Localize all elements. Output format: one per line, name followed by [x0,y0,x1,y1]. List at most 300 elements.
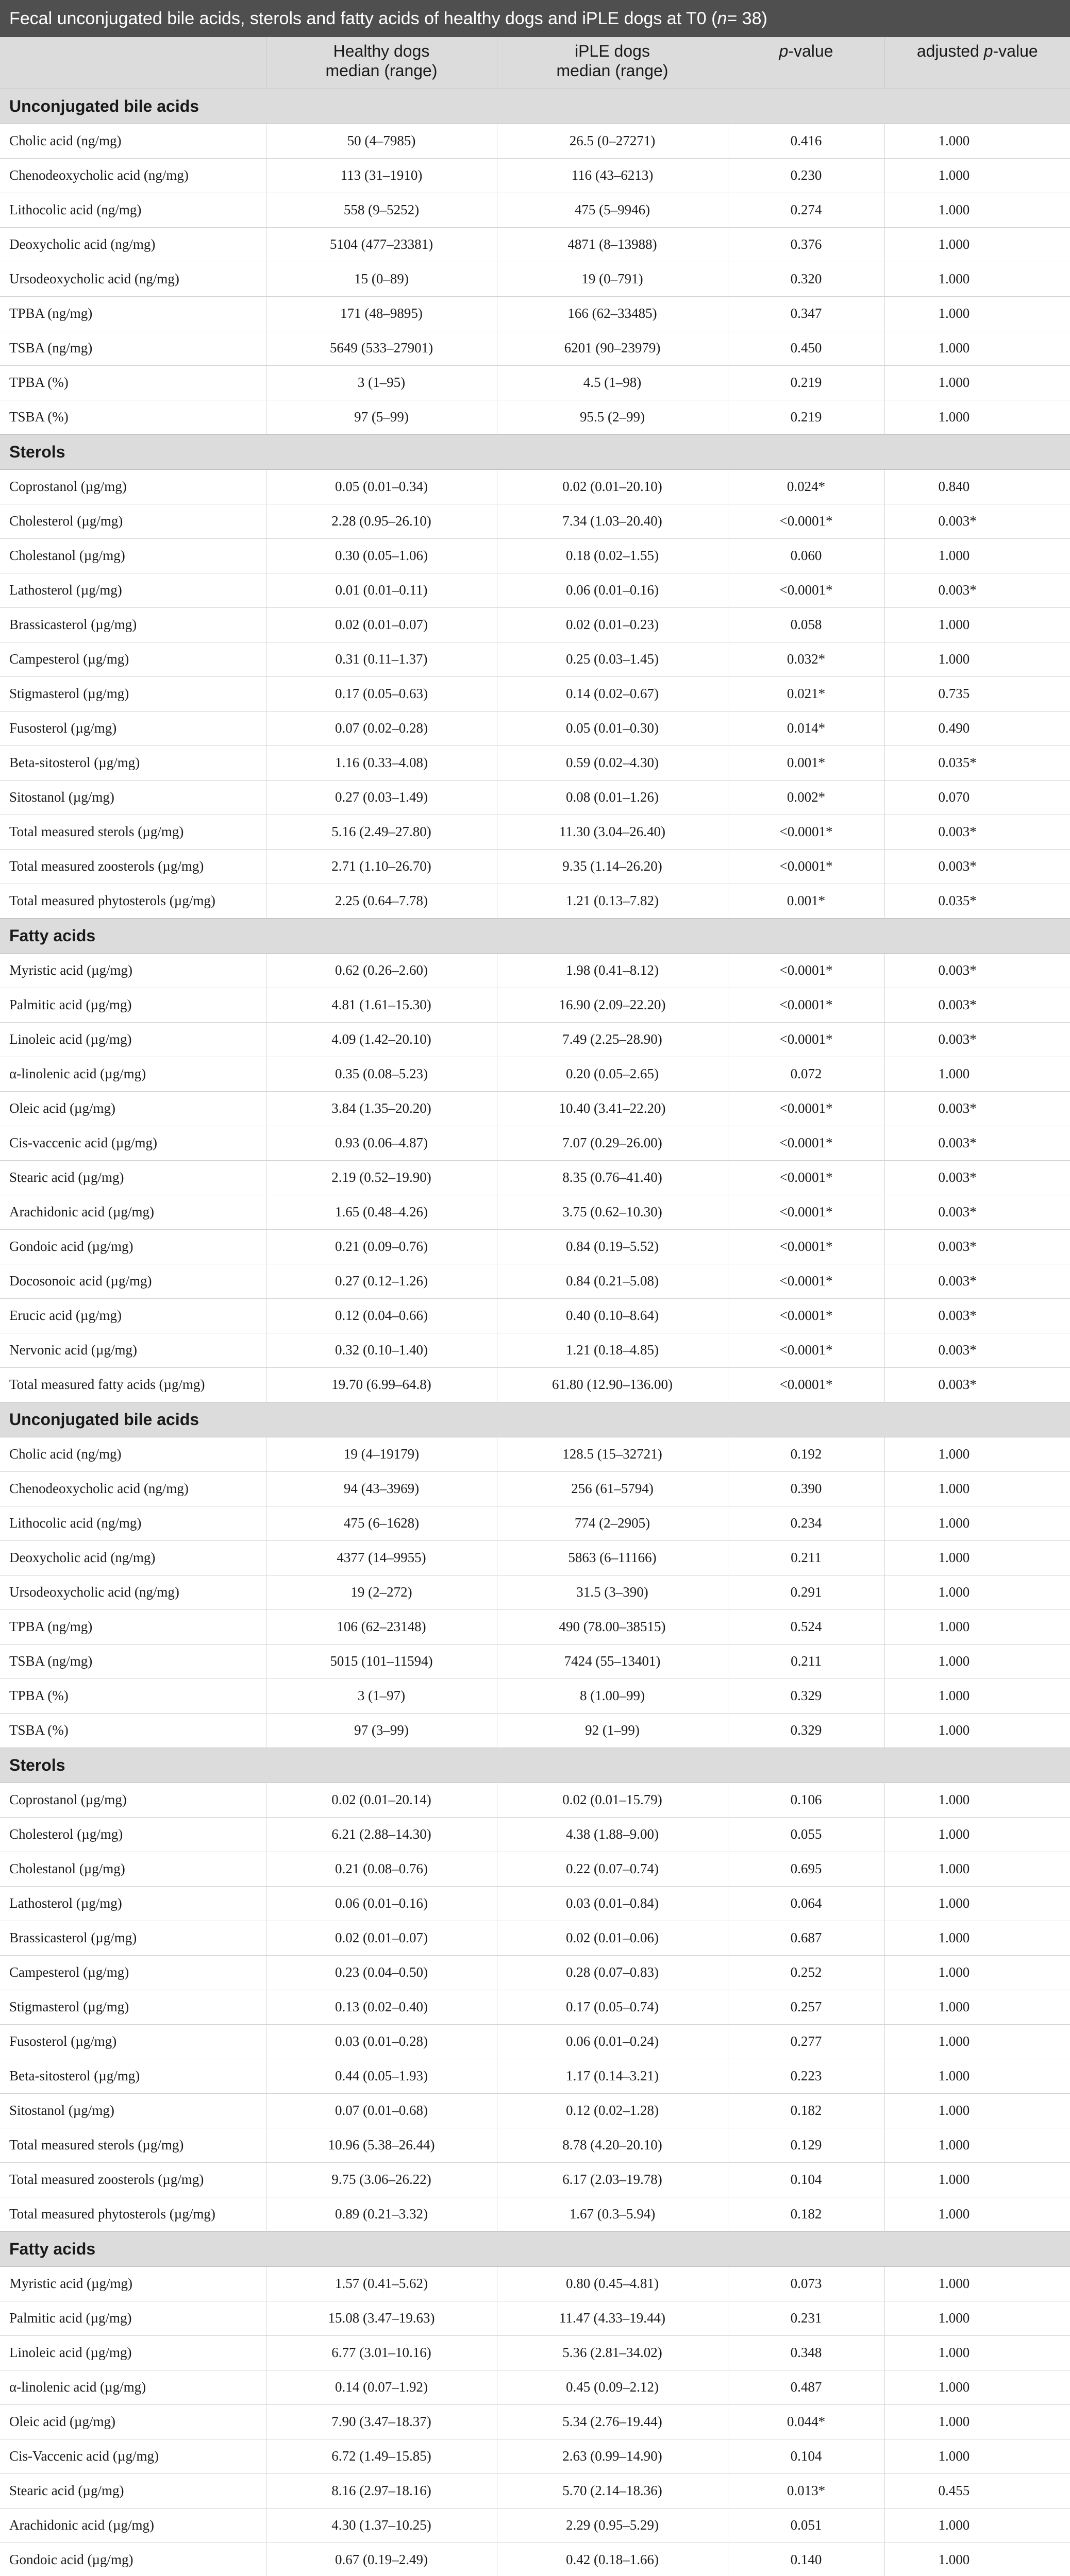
iple-median-cell: 4.5 (1–98) [497,365,728,400]
table-row [0,2404,1070,2439]
parameter-cell: Deoxycholic acid (ng/mg) [0,1540,266,1575]
iple-median-cell: 4.38 (1.88–9.00) [497,1817,728,1852]
table-row [0,365,1070,400]
p-value-cell: 0.024* [728,469,884,504]
parameter-cell: Campesterol (µg/mg) [0,642,266,676]
section-title: Fatty acids [0,918,1070,953]
iple-median-cell: 0.12 (0.02–1.28) [497,2093,728,2128]
p-value-cell: <0.0001* [728,1091,884,1126]
adjusted-p-value-cell: 1.000 [884,2508,1070,2543]
parameter-cell: Sitostanol (µg/mg) [0,780,266,815]
parameter-cell: Total measured fatty acids (µg/mg) [0,1367,266,1402]
iple-median-cell: 7.49 (2.25–28.90) [497,1022,728,1057]
adjusted-p-value-cell: 0.003* [884,1333,1070,1367]
healthy-median-cell: 4.09 (1.42–20.10) [266,1022,497,1057]
adjusted-p-value-cell: 1.000 [884,1057,1070,1091]
p-value-cell: 0.182 [728,2197,884,2231]
table-row [0,2266,1070,2301]
healthy-median-cell: 0.12 (0.04–0.66) [266,1298,497,1333]
table-row [0,1955,1070,1990]
parameter-cell: TPBA (ng/mg) [0,296,266,331]
iple-median-cell: 5.70 (2.14–18.36) [497,2473,728,2508]
healthy-median-cell: 4.81 (1.61–15.30) [266,988,497,1022]
p-value-cell: 0.055 [728,1817,884,1852]
table-row [0,2197,1070,2231]
p-value-cell: 0.390 [728,1471,884,1506]
p-value-cell: <0.0001* [728,953,884,988]
healthy-median-cell: 2.19 (0.52–19.90) [266,1160,497,1195]
adjusted-p-value-cell: 1.000 [884,124,1070,158]
healthy-median-cell: 0.13 (0.02–0.40) [266,1990,497,2024]
adjusted-p-value-cell: 1.000 [884,1713,1070,1748]
adjusted-p-value-cell: 1.000 [884,2162,1070,2197]
adjusted-p-value-cell: 0.003* [884,1022,1070,1057]
parameter-cell: Coprostanol (µg/mg) [0,1783,266,1817]
adjusted-p-value-cell: 1.000 [884,1921,1070,1955]
section-title: Sterols [0,434,1070,469]
parameter-cell: Stearic acid (µg/mg) [0,1160,266,1195]
header-iple-line2: median (range) [556,61,668,80]
parameter-cell: Deoxycholic acid (ng/mg) [0,227,266,262]
adjusted-p-value-cell: 1.000 [884,193,1070,227]
parameter-cell: Gondoic acid (µg/mg) [0,1229,266,1264]
table-row [0,158,1070,193]
table-row [0,124,1070,158]
iple-median-cell: 2.29 (0.95–5.29) [497,2508,728,2543]
adjusted-p-value-cell: 1.000 [884,2266,1070,2301]
table-row [0,1367,1070,1402]
iple-median-cell: 5.34 (2.76–19.44) [497,2404,728,2439]
iple-median-cell: 8 (1.00–99) [497,1679,728,1713]
table-body [0,89,1070,2576]
iple-median-cell: 0.02 (0.01–15.79) [497,1783,728,1817]
iple-median-cell: 0.08 (0.01–1.26) [497,780,728,815]
section-title: Unconjugated bile acids [0,1402,1070,1437]
table-row [0,2162,1070,2197]
healthy-median-cell: 3 (1–95) [266,365,497,400]
p-value-cell: 0.252 [728,1955,884,1990]
table-row [0,262,1070,296]
parameter-cell: Cholesterol (µg/mg) [0,1817,266,1852]
healthy-median-cell: 6.77 (3.01–10.16) [266,2335,497,2370]
adjusted-p-value-cell: 1.000 [884,2093,1070,2128]
healthy-median-cell: 4.30 (1.37–10.25) [266,2508,497,2543]
iple-median-cell: 490 (78.00–38515) [497,1609,728,1644]
healthy-median-cell: 0.03 (0.01–0.28) [266,2024,497,2059]
p-value-cell: <0.0001* [728,849,884,884]
healthy-median-cell: 97 (5–99) [266,400,497,434]
healthy-median-cell: 2.25 (0.64–7.78) [266,884,497,918]
parameter-cell: Oleic acid (µg/mg) [0,1091,266,1126]
parameter-cell: Beta-sitosterol (µg/mg) [0,2059,266,2093]
table-row [0,1921,1070,1955]
iple-median-cell: 31.5 (3–390) [497,1575,728,1609]
healthy-median-cell: 7.90 (3.47–18.37) [266,2404,497,2439]
adjusted-p-value-cell: 1.000 [884,1679,1070,1713]
parameter-cell: Nervonic acid (µg/mg) [0,1333,266,1367]
healthy-median-cell: 0.62 (0.26–2.60) [266,953,497,988]
table-row [0,1990,1070,2024]
p-value-cell: 0.257 [728,1990,884,2024]
parameter-cell: Coprostanol (µg/mg) [0,469,266,504]
p-value-cell: <0.0001* [728,1367,884,1402]
iple-median-cell: 1.21 (0.18–4.85) [497,1333,728,1367]
iple-median-cell: 95.5 (2–99) [497,400,728,434]
table-row [0,1057,1070,1091]
parameter-cell: Palmitic acid (µg/mg) [0,988,266,1022]
healthy-median-cell: 5649 (533–27901) [266,331,497,365]
iple-median-cell: 0.05 (0.01–0.30) [497,711,728,745]
parameter-cell: α-linolenic acid (µg/mg) [0,1057,266,1091]
table-row [0,193,1070,227]
iple-median-cell: 1.67 (0.3–5.94) [497,2197,728,2231]
p-value-cell: 0.450 [728,331,884,365]
table-row [0,1471,1070,1506]
iple-median-cell: 9.35 (1.14–26.20) [497,849,728,884]
healthy-median-cell: 0.93 (0.06–4.87) [266,1126,497,1160]
adjusted-p-value-cell: 0.003* [884,988,1070,1022]
healthy-median-cell: 9.75 (3.06–26.22) [266,2162,497,2197]
iple-median-cell: 7.07 (0.29–26.00) [497,1126,728,1160]
healthy-median-cell: 106 (62–23148) [266,1609,497,1644]
parameter-cell: Ursodeoxycholic acid (ng/mg) [0,1575,266,1609]
healthy-median-cell: 5104 (477–23381) [266,227,497,262]
table-row [0,2093,1070,2128]
table-row [0,1126,1070,1160]
table-row [0,2370,1070,2404]
adjusted-p-value-cell: 0.003* [884,504,1070,538]
iple-median-cell: 0.02 (0.01–0.06) [497,1921,728,1955]
p-value-cell: <0.0001* [728,1160,884,1195]
parameter-cell: Brassicasterol (µg/mg) [0,607,266,642]
parameter-cell: TPBA (%) [0,1679,266,1713]
header-healthy-line2: median (range) [325,61,438,80]
parameter-cell: Fusosterol (µg/mg) [0,711,266,745]
p-value-cell: 0.001* [728,884,884,918]
table-row [0,1713,1070,1748]
adjusted-p-value-cell: 1.000 [884,1540,1070,1575]
parameter-cell: Cholic acid (ng/mg) [0,124,266,158]
adjusted-p-value-cell: 1.000 [884,1644,1070,1679]
table-row [0,1575,1070,1609]
parameter-cell: Sitostanol (µg/mg) [0,2093,266,2128]
healthy-median-cell: 5015 (101–11594) [266,1644,497,1679]
healthy-median-cell: 0.17 (0.05–0.63) [266,676,497,711]
p-value-cell: 0.524 [728,1609,884,1644]
iple-median-cell: 0.84 (0.19–5.52) [497,1229,728,1264]
section-row [0,89,1070,124]
adjusted-p-value-cell: 1.000 [884,2301,1070,2335]
healthy-median-cell: 6.72 (1.49–15.85) [266,2439,497,2473]
parameter-cell: Linoleic acid (µg/mg) [0,2335,266,2370]
section-row [0,434,1070,469]
adjusted-p-value-cell: 0.003* [884,573,1070,607]
header-adj-rest: -value [993,42,1038,60]
p-value-cell: 0.129 [728,2128,884,2162]
adjusted-p-value-cell: 1.000 [884,538,1070,573]
p-value-cell: 0.192 [728,1437,884,1471]
p-value-cell: 0.348 [728,2335,884,2370]
healthy-median-cell: 15.08 (3.47–19.63) [266,2301,497,2335]
iple-median-cell: 2.63 (0.99–14.90) [497,2439,728,2473]
table-row [0,1540,1070,1575]
p-value-cell: 0.044* [728,2404,884,2439]
section-title: Fatty acids [0,2231,1070,2266]
healthy-median-cell: 4377 (14–9955) [266,1540,497,1575]
table-row [0,1229,1070,1264]
data-table [0,37,1070,2576]
adjusted-p-value-cell: 1.000 [884,1609,1070,1644]
p-value-cell: 0.106 [728,1783,884,1817]
iple-median-cell: 0.06 (0.01–0.24) [497,2024,728,2059]
parameter-cell: Cholestanol (µg/mg) [0,1852,266,1886]
p-value-cell: 0.211 [728,1540,884,1575]
header-adj-prefix: adjusted [916,42,984,60]
healthy-median-cell: 0.30 (0.05–1.06) [266,538,497,573]
parameter-cell: Fusosterol (µg/mg) [0,2024,266,2059]
p-value-cell: 0.182 [728,2093,884,2128]
header-adjusted-p-value [884,37,1070,89]
p-value-cell: <0.0001* [728,573,884,607]
header-p-symbol: p [779,42,789,60]
table-row [0,676,1070,711]
parameter-cell: Lithocolic acid (ng/mg) [0,193,266,227]
iple-median-cell: 11.47 (4.33–19.44) [497,2301,728,2335]
header-iple-line1: iPLE dogs [575,42,650,60]
table-row [0,815,1070,849]
adjusted-p-value-cell: 1.000 [884,1852,1070,1886]
parameter-cell: Docosonoic acid (µg/mg) [0,1264,266,1298]
p-value-cell: 0.291 [728,1575,884,1609]
parameter-cell: Myristic acid (µg/mg) [0,953,266,988]
adjusted-p-value-cell: 0.070 [884,780,1070,815]
healthy-median-cell: 0.27 (0.12–1.26) [266,1264,497,1298]
table-row [0,1091,1070,1126]
healthy-median-cell: 0.07 (0.01–0.68) [266,2093,497,2128]
p-value-cell: 0.234 [728,1506,884,1540]
healthy-median-cell: 0.21 (0.08–0.76) [266,1852,497,1886]
p-value-cell: 0.274 [728,193,884,227]
parameter-cell: Cis-vaccenic acid (µg/mg) [0,1126,266,1160]
adjusted-p-value-cell: 1.000 [884,1506,1070,1540]
table-row [0,711,1070,745]
adjusted-p-value-cell: 1.000 [884,1471,1070,1506]
parameter-cell: Arachidonic acid (µg/mg) [0,2508,266,2543]
table-row [0,1783,1070,1817]
parameter-cell: TPBA (ng/mg) [0,1609,266,1644]
parameter-cell: Total measured sterols (µg/mg) [0,2128,266,2162]
healthy-median-cell: 3.84 (1.35–20.20) [266,1091,497,1126]
healthy-median-cell: 5.16 (2.49–27.80) [266,815,497,849]
table-row [0,2508,1070,2543]
healthy-median-cell: 171 (48–9895) [266,296,497,331]
iple-median-cell: 3.75 (0.62–10.30) [497,1195,728,1229]
table-row [0,1644,1070,1679]
parameter-cell: Oleic acid (µg/mg) [0,2404,266,2439]
p-value-cell: 0.230 [728,158,884,193]
iple-median-cell: 7424 (55–13401) [497,1644,728,1679]
table-row [0,2543,1070,2576]
adjusted-p-value-cell: 1.000 [884,296,1070,331]
adjusted-p-value-cell: 1.000 [884,2197,1070,2231]
adjusted-p-value-cell: 1.000 [884,365,1070,400]
iple-median-cell: 0.06 (0.01–0.16) [497,573,728,607]
p-value-cell: 0.329 [728,1679,884,1713]
adjusted-p-value-cell: 1.000 [884,1783,1070,1817]
adjusted-p-value-cell: 1.000 [884,607,1070,642]
parameter-cell: Cis-Vaccenic acid (µg/mg) [0,2439,266,2473]
table-row [0,2335,1070,2370]
adjusted-p-value-cell: 1.000 [884,642,1070,676]
table-row [0,469,1070,504]
p-value-cell: 0.060 [728,538,884,573]
table-row [0,2439,1070,2473]
adjusted-p-value-cell: 0.035* [884,745,1070,780]
table-row [0,2473,1070,2508]
table-row [0,1195,1070,1229]
p-value-cell: <0.0001* [728,1333,884,1367]
table-row [0,1852,1070,1886]
healthy-median-cell: 19.70 (6.99–64.8) [266,1367,497,1402]
p-value-cell: 0.277 [728,2024,884,2059]
table-row [0,2059,1070,2093]
p-value-cell: 0.058 [728,607,884,642]
iple-median-cell: 0.14 (0.02–0.67) [497,676,728,711]
healthy-median-cell: 10.96 (5.38–26.44) [266,2128,497,2162]
iple-median-cell: 0.17 (0.05–0.74) [497,1990,728,2024]
p-value-cell: 0.347 [728,296,884,331]
iple-median-cell: 1.17 (0.14–3.21) [497,2059,728,2093]
parameter-cell: α-linolenic acid (µg/mg) [0,2370,266,2404]
header-p-rest: -value [788,42,833,60]
table-row [0,1264,1070,1298]
iple-median-cell: 0.40 (0.10–8.64) [497,1298,728,1333]
adjusted-p-value-cell: 1.000 [884,1817,1070,1852]
iple-median-cell: 0.59 (0.02–4.30) [497,745,728,780]
iple-median-cell: 774 (2–2905) [497,1506,728,1540]
healthy-median-cell: 19 (4–19179) [266,1437,497,1471]
healthy-median-cell: 0.06 (0.01–0.16) [266,1886,497,1921]
table-row [0,988,1070,1022]
table-row [0,400,1070,434]
table-row [0,296,1070,331]
iple-median-cell: 19 (0–791) [497,262,728,296]
p-value-cell: <0.0001* [728,1229,884,1264]
p-value-cell: 0.072 [728,1057,884,1091]
parameter-cell: Campesterol (µg/mg) [0,1955,266,1990]
iple-median-cell: 8.78 (4.20–20.10) [497,2128,728,2162]
section-row [0,1748,1070,1783]
parameter-cell: Cholic acid (ng/mg) [0,1437,266,1471]
healthy-median-cell: 1.65 (0.48–4.26) [266,1195,497,1229]
adjusted-p-value-cell: 1.000 [884,1575,1070,1609]
header-healthy-dogs [266,37,497,89]
header-iple-dogs [497,37,728,89]
adjusted-p-value-cell: 1.000 [884,2128,1070,2162]
parameter-cell: Total measured phytosterols (µg/mg) [0,884,266,918]
table-row [0,1298,1070,1333]
iple-median-cell: 92 (1–99) [497,1713,728,1748]
iple-median-cell: 10.40 (3.41–22.20) [497,1091,728,1126]
p-value-cell: 0.064 [728,1886,884,1921]
healthy-median-cell: 0.67 (0.19–2.49) [266,2543,497,2576]
iple-median-cell: 5863 (6–11166) [497,1540,728,1575]
section-row [0,1402,1070,1437]
adjusted-p-value-cell: 1.000 [884,331,1070,365]
p-value-cell: 0.320 [728,262,884,296]
p-value-cell: 0.687 [728,1921,884,1955]
table-row [0,1817,1070,1852]
healthy-median-cell: 2.71 (1.10–26.70) [266,849,497,884]
parameter-cell: Beta-sitosterol (µg/mg) [0,745,266,780]
healthy-median-cell: 0.31 (0.11–1.37) [266,642,497,676]
healthy-median-cell: 0.02 (0.01–0.07) [266,1921,497,1955]
p-value-cell: 0.219 [728,365,884,400]
parameter-cell: Stigmasterol (µg/mg) [0,676,266,711]
iple-median-cell: 61.80 (12.90–136.00) [497,1367,728,1402]
parameter-cell: Stearic acid (µg/mg) [0,2473,266,2508]
section-title: Unconjugated bile acids [0,89,1070,124]
parameter-cell: Erucic acid (µg/mg) [0,1298,266,1333]
p-value-cell: 0.140 [728,2543,884,2576]
iple-median-cell: 1.21 (0.13–7.82) [497,884,728,918]
header-adj-p-symbol: p [983,42,993,60]
table-row [0,884,1070,918]
iple-median-cell: 26.5 (0–27271) [497,124,728,158]
healthy-median-cell: 15 (0–89) [266,262,497,296]
p-value-cell: 0.487 [728,2370,884,2404]
p-value-cell: 0.073 [728,2266,884,2301]
adjusted-p-value-cell: 1.000 [884,2024,1070,2059]
healthy-median-cell: 475 (6–1628) [266,1506,497,1540]
section-row [0,918,1070,953]
healthy-median-cell: 0.05 (0.01–0.34) [266,469,497,504]
adjusted-p-value-cell: 1.000 [884,1437,1070,1471]
p-value-cell: 0.104 [728,2439,884,2473]
parameter-cell: Total measured sterols (µg/mg) [0,815,266,849]
p-value-cell: 0.219 [728,400,884,434]
iple-median-cell: 0.03 (0.01–0.84) [497,1886,728,1921]
parameter-cell: Lathosterol (µg/mg) [0,573,266,607]
iple-median-cell: 8.35 (0.76–41.40) [497,1160,728,1195]
adjusted-p-value-cell: 1.000 [884,2543,1070,2576]
table-row [0,953,1070,988]
adjusted-p-value-cell: 0.003* [884,815,1070,849]
parameter-cell: Total measured zoosterols (µg/mg) [0,849,266,884]
header-parameter [0,37,266,89]
table-row [0,504,1070,538]
healthy-median-cell: 113 (31–1910) [266,158,497,193]
iple-median-cell: 116 (43–6213) [497,158,728,193]
table-row [0,1160,1070,1195]
adjusted-p-value-cell: 0.003* [884,1298,1070,1333]
adjusted-p-value-cell: 0.035* [884,884,1070,918]
adjusted-p-value-cell: 1.000 [884,2439,1070,2473]
adjusted-p-value-cell: 0.735 [884,676,1070,711]
p-value-cell: 0.051 [728,2508,884,2543]
iple-median-cell: 4871 (8–13988) [497,227,728,262]
iple-median-cell: 7.34 (1.03–20.40) [497,504,728,538]
table-row [0,2024,1070,2059]
iple-median-cell: 16.90 (2.09–22.20) [497,988,728,1022]
table-row [0,1437,1070,1471]
adjusted-p-value-cell: 1.000 [884,262,1070,296]
healthy-median-cell: 558 (9–5252) [266,193,497,227]
iple-median-cell: 0.84 (0.21–5.08) [497,1264,728,1298]
parameter-cell: TSBA (ng/mg) [0,1644,266,1679]
adjusted-p-value-cell: 1.000 [884,227,1070,262]
parameter-cell: Cholestanol (µg/mg) [0,538,266,573]
